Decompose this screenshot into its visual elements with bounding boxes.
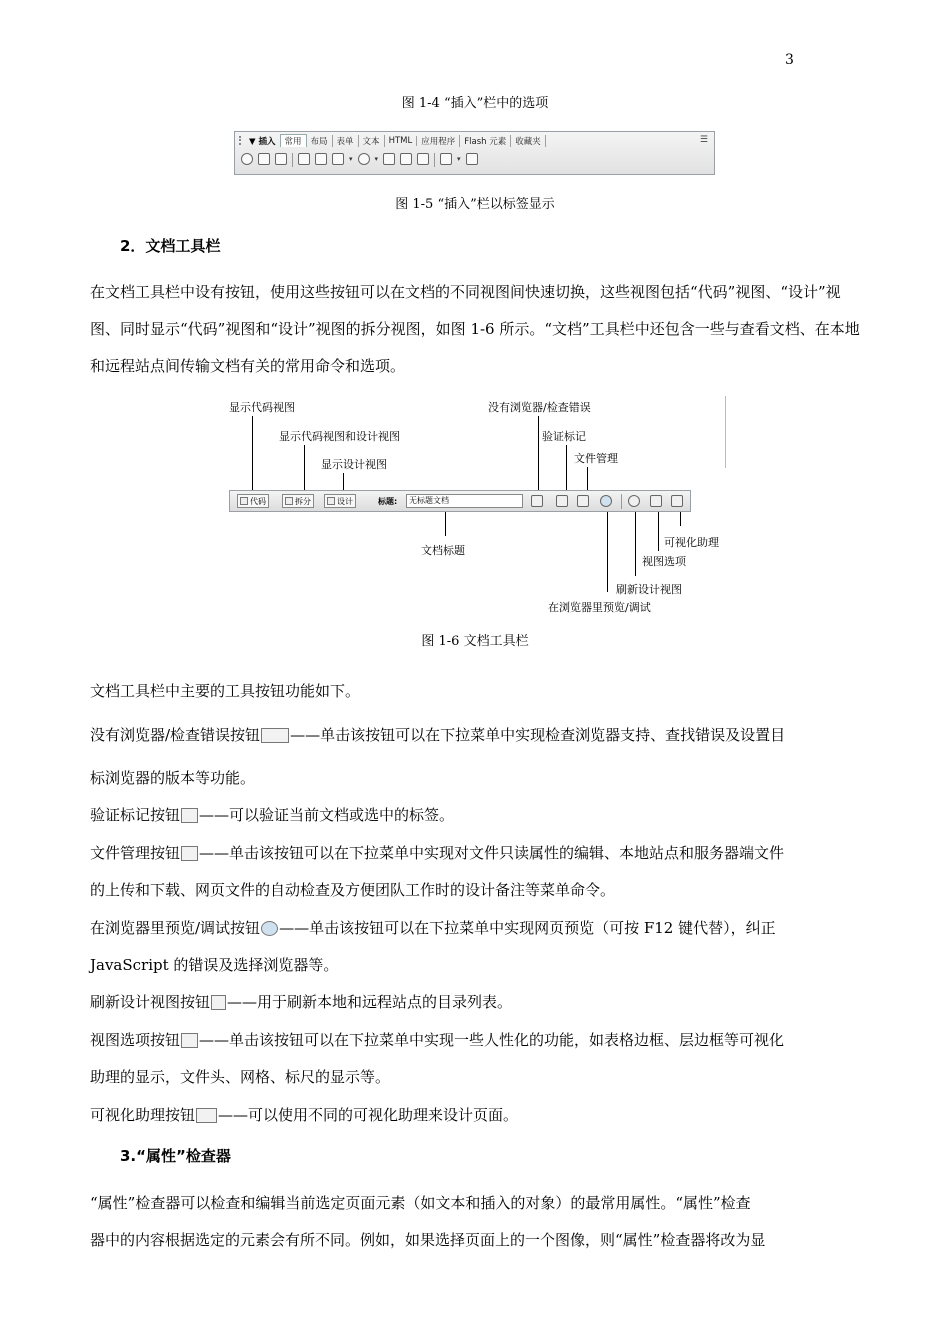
media-icon[interactable] (358, 153, 370, 165)
item-view-desc: ——单击该按钮可以在下拉菜单中实现一些人性化的功能，如表格边框、层边框等可视化 (199, 1031, 785, 1049)
design-view-button[interactable] (324, 494, 356, 508)
refresh-icon (211, 995, 226, 1010)
item-refresh-name: 刷新设计视图按钮 (90, 993, 211, 1011)
item-view-name: 视图选项按钮 (90, 1031, 181, 1049)
split-view-button[interactable] (282, 494, 314, 508)
leader-line (607, 512, 608, 592)
email-link-icon[interactable] (258, 153, 270, 165)
item-validate (90, 804, 454, 825)
tag-chooser-icon[interactable] (466, 153, 478, 165)
grip-icon (239, 136, 247, 145)
item-no-browser-cont: 标浏览器的版本等功能。 (90, 769, 256, 787)
chevron-down-icon[interactable]: ▾ (349, 155, 353, 163)
tab-application[interactable]: 应用程序 (417, 135, 460, 147)
table-icon[interactable] (298, 153, 310, 165)
item-validate-desc: ——可以验证当前文档或选中的标签。 (199, 806, 455, 824)
callout-show-code-design: 显示代码视图和设计视图 (279, 430, 400, 443)
item-validate-name: 验证标记按钮 (90, 806, 181, 824)
tab-favorites[interactable]: 收藏夹 (511, 135, 546, 147)
item-refresh (90, 991, 512, 1012)
callout-refresh: 刷新设计视图 (616, 583, 682, 596)
callout-view-options: 视图选项 (642, 555, 686, 568)
visual-aids-icon (196, 1108, 217, 1123)
visual-aids-icon[interactable] (671, 495, 683, 507)
leader-line (635, 512, 636, 576)
preview-debug-icon[interactable] (600, 495, 612, 507)
item-file-desc: ——单击该按钮可以在下拉菜单中实现对文件只读属性的编辑、本地站点和服务器端文件 (199, 844, 785, 862)
anchor-icon[interactable] (275, 153, 287, 165)
tab-flash[interactable]: Flash 元素 (460, 135, 511, 147)
options-menu-icon[interactable]: ☰ (699, 135, 708, 145)
item-visual-aids (90, 1104, 518, 1125)
item-preview-desc: ——单击该按钮可以在下拉菜单中实现网页预览（可按 F12 键代替），纠正 (279, 919, 776, 937)
hyperlink-icon[interactable] (241, 153, 253, 165)
title-label: 标题: (378, 497, 398, 506)
validate-markup-icon[interactable] (556, 495, 568, 507)
item-no-browser (90, 724, 785, 745)
item-preview-cont: JavaScript 的错误及选择浏览器等。 (90, 956, 339, 974)
insert-bar-title: ▼ 插入 (249, 136, 276, 147)
leader-line (445, 512, 446, 536)
insert-bar-icons (241, 153, 478, 167)
figure-1-4-caption: 图 1-4 “插入”栏中的选项 (401, 96, 549, 111)
item-view-cont: 助理的显示，文件头、网格、标尺的显示等。 (90, 1068, 391, 1086)
callout-show-design: 显示设计视图 (321, 458, 387, 471)
view-options-icon (181, 1033, 198, 1048)
item-file-name: 文件管理按钮 (90, 844, 181, 862)
item-refresh-desc: ——用于刷新本地和远程站点的目录列表。 (227, 993, 513, 1011)
item-file-management (90, 842, 784, 863)
image-icon[interactable] (332, 153, 344, 165)
separator (434, 153, 435, 167)
tab-forms[interactable]: 表单 (333, 135, 359, 147)
layer-icon[interactable] (315, 153, 327, 165)
leader-line (538, 416, 539, 492)
section-2-paragraph: 在文档工具栏中设有按钮，使用这些按钮可以在文档的不同视图间快速切换，这些视图包括“代码”视图、“设计”视图、同时显示“代码”视图和“设计”视图的拆分视图，如图 1-6 所示。“文档”工具栏中还包含一些与查看文档、在本地和远程站点间传输文档有关的常用命令和选项。 (90, 283, 860, 375)
callout-show-code: 显示代码视图 (229, 401, 295, 414)
leader-line (252, 416, 253, 492)
template-icon[interactable] (440, 153, 452, 165)
figure-1-5-caption: 图 1-5 “插入”栏以标签显示 (395, 197, 555, 212)
separator (621, 494, 622, 509)
browser-check-icon (261, 728, 289, 743)
section-3-line-1: “属性”检查器可以检查和编辑当前选定页面元素（如文本和插入的对象）的最常用属性。“属性”检查 (90, 1194, 751, 1212)
item-file-cont: 的上传和下载、网页文件的自动检查及方便团队工作时的设计备注等菜单命令。 (90, 881, 616, 899)
design-view-icon (327, 497, 335, 505)
insert-bar-figure (234, 131, 715, 175)
section-3-heading: 3.“属性”检查器 (120, 1147, 231, 1165)
page-number: 3 (785, 52, 794, 68)
leader-line (304, 445, 305, 492)
callout-visual-aids: 可视化助理 (664, 536, 719, 549)
callout-document-title: 文档标题 (421, 544, 465, 557)
validate-markup-icon (181, 808, 198, 823)
view-options-icon[interactable] (650, 495, 662, 507)
item-no-browser-name: 没有浏览器/检查错误按钮 (90, 726, 261, 744)
document-toolbar-figure (229, 490, 691, 512)
item-visual-name: 可视化助理按钮 (90, 1106, 196, 1124)
separator (292, 153, 293, 167)
figure-frame-line (725, 396, 726, 468)
tab-html[interactable]: HTML (385, 136, 418, 146)
item-no-browser-desc: ——单击该按钮可以在下拉菜单中实现检查浏览器支持、查找错误及设置目 (290, 726, 786, 744)
tab-text[interactable]: 文本 (359, 135, 385, 147)
section-3-line-2: 器中的内容根据选定的元素会有所不同。例如，如果选择页面上的一个图像，则“属性”检查器将改为显 (90, 1231, 766, 1249)
comment-icon[interactable] (400, 153, 412, 165)
section-2-heading: 2．文档工具栏 (120, 237, 221, 255)
callout-no-browser: 没有浏览器/检查错误 (488, 401, 591, 414)
callout-validate: 验证标记 (542, 430, 586, 443)
tab-layout[interactable]: 布局 (307, 135, 333, 147)
leader-line (587, 467, 588, 492)
document-title-input[interactable]: 无标题文档 (406, 494, 523, 508)
code-view-label: 代码 (250, 496, 266, 506)
split-view-label: 拆分 (295, 496, 311, 506)
figure-1-6-caption: 图 1-6 文档工具栏 (421, 634, 529, 649)
leader-line (566, 445, 567, 492)
item-view-options (90, 1029, 784, 1050)
server-include-icon[interactable] (417, 153, 429, 165)
leader-line (680, 512, 681, 526)
refresh-icon[interactable] (628, 495, 640, 507)
callout-file-management: 文件管理 (574, 452, 618, 465)
item-preview-name: 在浏览器里预览/调试按钮 (90, 919, 261, 937)
intro-line: 文档工具栏中主要的工具按钮功能如下。 (90, 682, 361, 700)
date-icon[interactable] (383, 153, 395, 165)
tab-common[interactable]: 常用 (280, 134, 307, 147)
code-view-button[interactable] (237, 494, 269, 508)
browser-check-icon[interactable] (531, 495, 543, 507)
preview-debug-icon (261, 921, 278, 936)
file-management-icon (181, 846, 198, 861)
code-view-icon (240, 497, 248, 505)
callout-preview: 在浏览器里预览/调试 (548, 601, 651, 614)
leader-line (658, 512, 659, 551)
item-preview (90, 917, 776, 938)
split-view-icon (285, 497, 293, 505)
item-visual-desc: ——可以使用不同的可视化助理来设计页面。 (218, 1106, 519, 1124)
insert-bar-tabs (235, 132, 714, 149)
chevron-down-icon[interactable]: ▾ (374, 155, 379, 163)
chevron-down-icon[interactable]: ▾ (457, 155, 461, 163)
file-management-icon[interactable] (577, 495, 589, 507)
design-view-label: 设计 (337, 496, 353, 506)
